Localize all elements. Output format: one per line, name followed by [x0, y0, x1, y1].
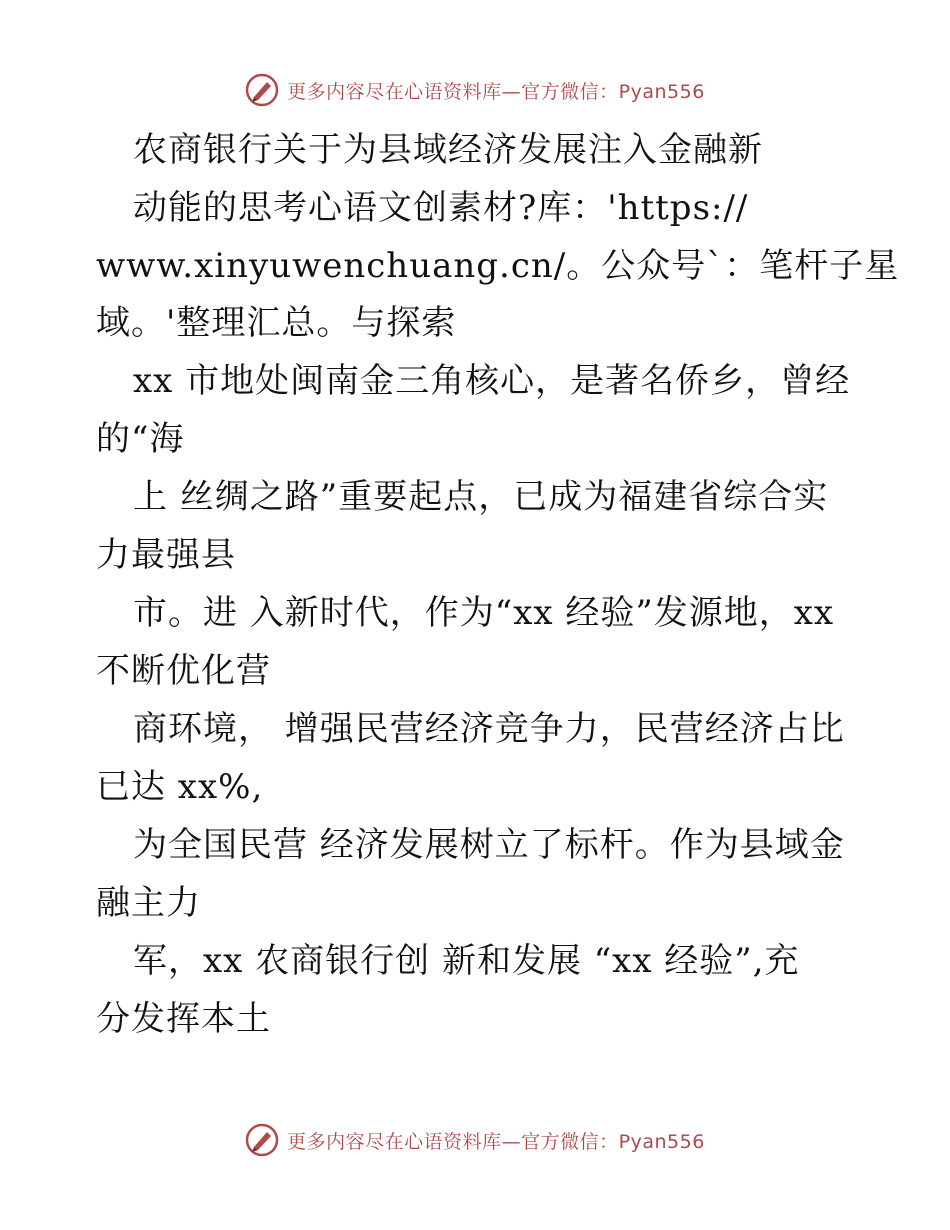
text-line: 融主力 — [96, 883, 201, 923]
pen-logo-icon — [245, 1123, 279, 1157]
text-line: 上 丝绸之路”重要起点，已成为福建省综合实 — [133, 477, 829, 517]
text-line: xx 市地处闽南金三角核心，是著名侨乡，曾经 — [133, 361, 851, 401]
header-watermark — [0, 70, 950, 110]
pen-logo-icon — [245, 73, 279, 107]
watermark-text: 更多内容尽在心语资料库—官方微信：Pyan556 — [287, 1130, 705, 1153]
text-line: 为全国民营 经济发展树立了标杆。作为县域金 — [133, 825, 845, 865]
text-line: 动能的思考心语文创素材?库：'https:// — [133, 188, 749, 228]
text-line: 已达 xx%, — [96, 767, 264, 807]
text-line: 军，xx 农商银行创 新和发展 “xx 经验”,充 — [133, 941, 800, 981]
text-line: www.xinyuwenchuang.cn/。公众号`：笔杆子星 — [96, 246, 900, 286]
text-line: 力最强县 — [96, 535, 236, 575]
text-line: 农商银行关于为县域经济发展注入金融新 — [133, 130, 763, 170]
text-line: 市。进 入新时代，作为“xx 经验”发源地，xx — [133, 593, 835, 633]
text-line: 分发挥本土 — [96, 999, 271, 1039]
text-line: 商环境， 增强民营经济竞争力，民营经济占比 — [133, 709, 845, 749]
footer-watermark — [0, 1120, 950, 1160]
text-line: 不断优化营 — [96, 651, 271, 691]
text-line: 的“海 — [96, 419, 185, 459]
text-line: 域。'整理汇总。与探索 — [96, 303, 457, 343]
watermark-text: 更多内容尽在心语资料库—官方微信：Pyan556 — [287, 80, 705, 103]
